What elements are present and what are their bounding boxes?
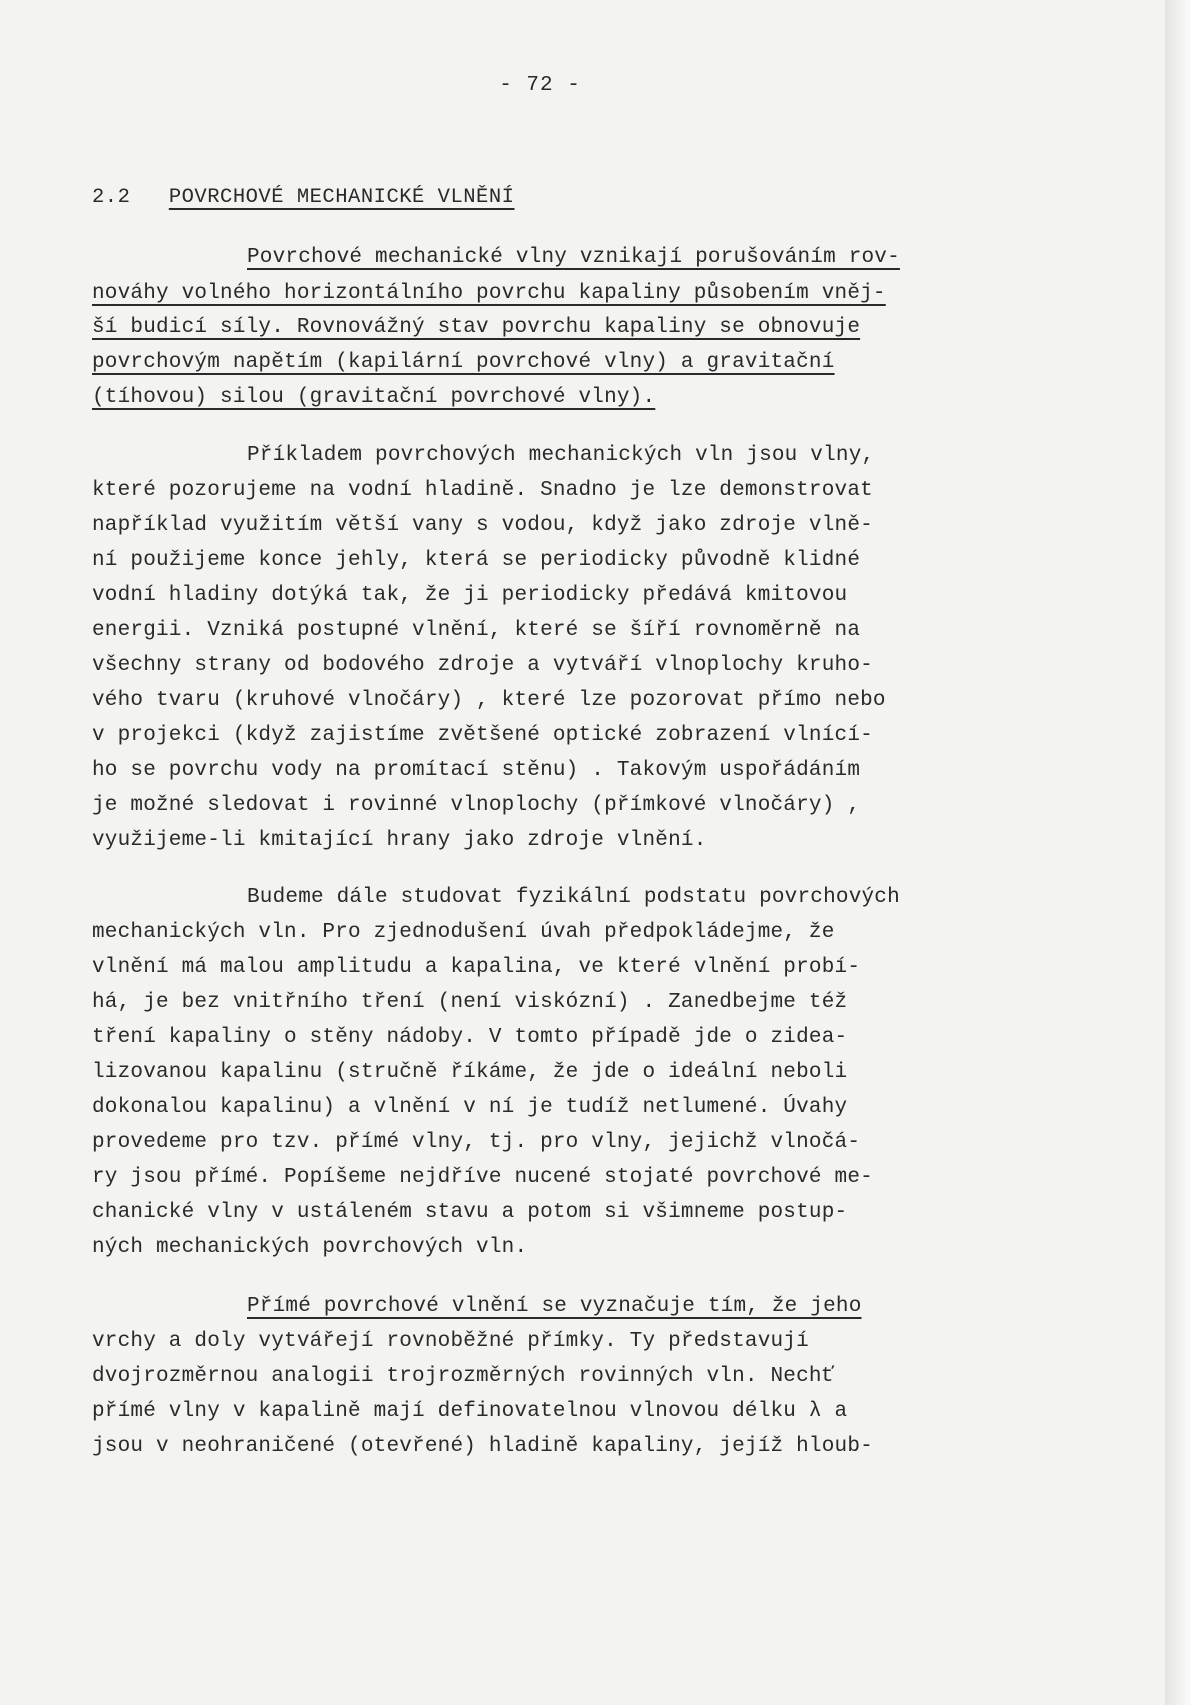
text-line: Povrchové mechanické vlny vznikají porušováním rov-	[247, 246, 900, 269]
text-line: tření kapaliny o stěny nádoby. V tomto případě jde o zidea-	[92, 1026, 848, 1049]
text-line: energii. Vzniká postupné vlnění, které se šíří rovnoměrně na	[92, 619, 861, 642]
text-line: které pozorujeme na vodní hladině. Snadno je lze demonstrovat	[92, 479, 873, 502]
text-line: vého tvaru (kruhové vlnočáry) , které lze pozorovat přímo nebo	[92, 689, 886, 712]
text-line: ní použijeme konce jehly, která se periodicky původně klidné	[92, 549, 861, 572]
text-line: v projekci (když zajistíme zvětšené optické zobrazení vlnící-	[92, 724, 873, 747]
text-line: nováhy volného horizontálního povrchu kapaliny působením vněj-	[92, 282, 886, 305]
text-line: ší budicí síly. Rovnovážný stav povrchu kapaliny se obnovuje	[92, 316, 861, 339]
page-edge-shadow	[1165, 0, 1191, 1705]
section-title: POVRCHOVÉ MECHANICKÉ VLNĚNÍ	[168, 186, 515, 209]
text-line: například využitím větší vany s vodou, když jako zdroje vlně-	[92, 514, 873, 537]
text-line: provedeme pro tzv. přímé vlny, tj. pro vlny, jejichž vlnočá-	[92, 1131, 861, 1154]
text-line: chanické vlny v ustáleném stavu a potom si všimneme postup-	[92, 1201, 848, 1224]
text-line: ry jsou přímé. Popíšeme nejdříve nucené stojaté povrchové me-	[92, 1166, 873, 1189]
text-line: Příkladem povrchových mechanických vln jsou vlny,	[247, 444, 875, 467]
text-line: povrchovým napětím (kapilární povrchové vlny) a gravitační	[92, 351, 835, 374]
text-line: lizovanou kapalinu (stručně říkáme, že jde o ideální neboli	[92, 1061, 848, 1084]
section-heading	[92, 186, 514, 209]
text-line: vlnění má malou amplitudu a kapalina, ve které vlnění probí-	[92, 956, 861, 979]
text-line: využijeme-li kmitající hrany jako zdroje vlnění.	[92, 829, 707, 852]
section-number: 2.2	[92, 186, 131, 209]
text-line: há, je bez vnitřního tření (není viskózní) . Zanedbejme též	[92, 991, 848, 1014]
page-number: - 72 -	[499, 74, 581, 97]
text-line: ných mechanických povrchových vln.	[92, 1236, 528, 1259]
text-line: dokonalou kapalinu) a vlnění v ní je tudíž netlumené. Úvahy	[92, 1096, 848, 1119]
text-line: jsou v neohraničené (otevřené) hladině kapaliny, jejíž hloub-	[92, 1435, 873, 1458]
text-line: mechanických vln. Pro zjednodušení úvah předpokládejme, že	[92, 921, 835, 944]
text-line: všechny strany od bodového zdroje a vytváří vlnoplochy kruho-	[92, 654, 873, 677]
text-line: ho se povrchu vody na promítací stěnu) . Takovým uspořádáním	[92, 759, 861, 782]
text-line: je možné sledovat i rovinné vlnoplochy (přímkové vlnočáry) ,	[92, 794, 861, 817]
text-line: vrchy a doly vytvářejí rovnoběžné přímky. Ty představují	[92, 1330, 809, 1353]
text-line: přímé vlny v kapalině mají definovatelnou vlnovou délku λ a	[92, 1400, 848, 1423]
text-line: dvojrozměrnou analogii trojrozměrných rovinných vln. Nechť	[92, 1365, 835, 1388]
text-line: Přímé povrchové vlnění se vyznačuje tím, že jeho	[247, 1295, 862, 1318]
text-line: Budeme dále studovat fyzikální podstatu povrchových	[247, 886, 900, 909]
text-line: (tíhovou) silou (gravitační povrchové vlny).	[92, 386, 656, 409]
text-line: vodní hladiny dotýká tak, že ji periodicky předává kmitovou	[92, 584, 848, 607]
